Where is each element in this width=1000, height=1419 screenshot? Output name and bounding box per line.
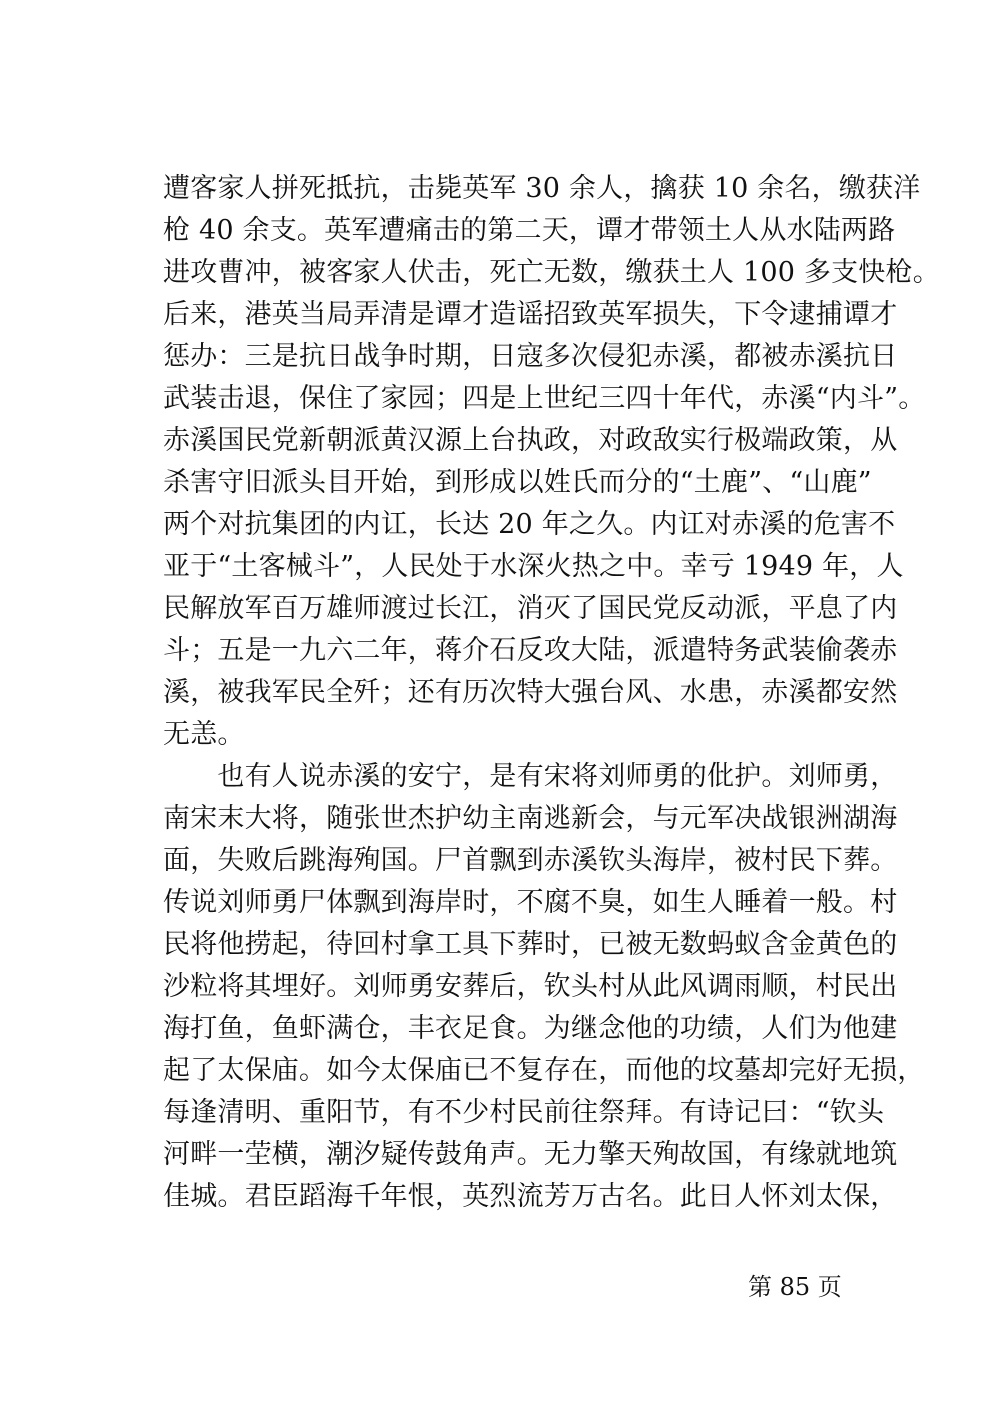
text-line: 进攻曹冲，被客家人伏击，死亡无数，缴获土人 100 多支快枪。 [163,257,940,288]
text-line: 两个对抗集团的内讧，长达 20 年之久。内讧对赤溪的危害不 [163,509,896,540]
text-line: 杀害守旧派头目开始，到形成以姓氏而分的“土鹿”、“山鹿” [163,467,872,498]
page-number: 第 85 页 [748,1273,842,1301]
text-line: 也有人说赤溪的安宁，是有宋将刘师勇的仳护。刘师勇， [163,761,898,792]
text-line: 武装击退，保住了家园；四是上世纪三四十年代，赤溪“内斗”。 [163,383,926,414]
text-line: 河畔一茔横，潮汐疑传鼓角声。无力擎天殉故国，有缘就地筑 [163,1139,898,1170]
text-line: 佳城。君臣蹈海千年恨，英烈流芳万古名。此日人怀刘太保， [163,1181,898,1212]
text-line: 遭客家人拼死抵抗，击毙英军 30 余人，擒获 10 余名，缴获洋 [163,173,921,204]
text-line: 斗；五是一九六二年，蒋介石反攻大陆，派遣特务武装偷袭赤 [163,635,898,666]
text-line: 民将他捞起，待回村拿工具下葬时，已被无数蚂蚁含金黄色的 [163,929,898,960]
body-text [163,168,940,1218]
text-line: 面，失败后跳海殉国。尸首飘到赤溪钦头海岸，被村民下葬。 [163,845,898,876]
text-line: 后来，港英当局弄清是谭才造谣招致英军损失，下令逮捕谭才 [163,299,898,330]
text-line: 枪 40 余支。英军遭痛击的第二天，谭才带领土人从水陆两路 [163,215,896,246]
text-line: 起了太保庙。如今太保庙已不复存在，而他的坟墓却完好无损， [163,1055,925,1086]
text-line: 溪，被我军民全歼；还有历次特大强台风、水患，赤溪都安然 [163,677,898,708]
text-line: 每逢清明、重阳节，有不少村民前往祭拜。有诗记曰：“钦头 [163,1097,885,1128]
text-line: 传说刘师勇尸体飘到海岸时，不腐不臭，如生人睡着一般。村 [163,887,898,918]
text-line: 海打鱼，鱼虾满仓，丰衣足食。为继念他的功绩，人们为他建 [163,1013,898,1044]
text-line: 南宋末大将，随张世杰护幼主南逃新会，与元军决战银洲湖海 [163,803,898,834]
text-line: 沙粒将其埋好。刘师勇安葬后，钦头村从此风调雨顺，村民出 [163,971,898,1002]
text-line: 民解放军百万雄师渡过长江，消灭了国民党反动派，平息了内 [163,593,898,624]
text-line: 无恙。 [163,719,245,750]
text-line: 赤溪国民党新朝派黄汉源上台执政，对政敌实行极端政策，从 [163,425,898,456]
text-line: 惩办：三是抗日战争时期，日寇多次侵犯赤溪，都被赤溪抗日 [163,341,898,372]
text-line: 亚于“土客械斗”，人民处于水深火热之中。幸亏 1949 年，人 [163,551,904,582]
